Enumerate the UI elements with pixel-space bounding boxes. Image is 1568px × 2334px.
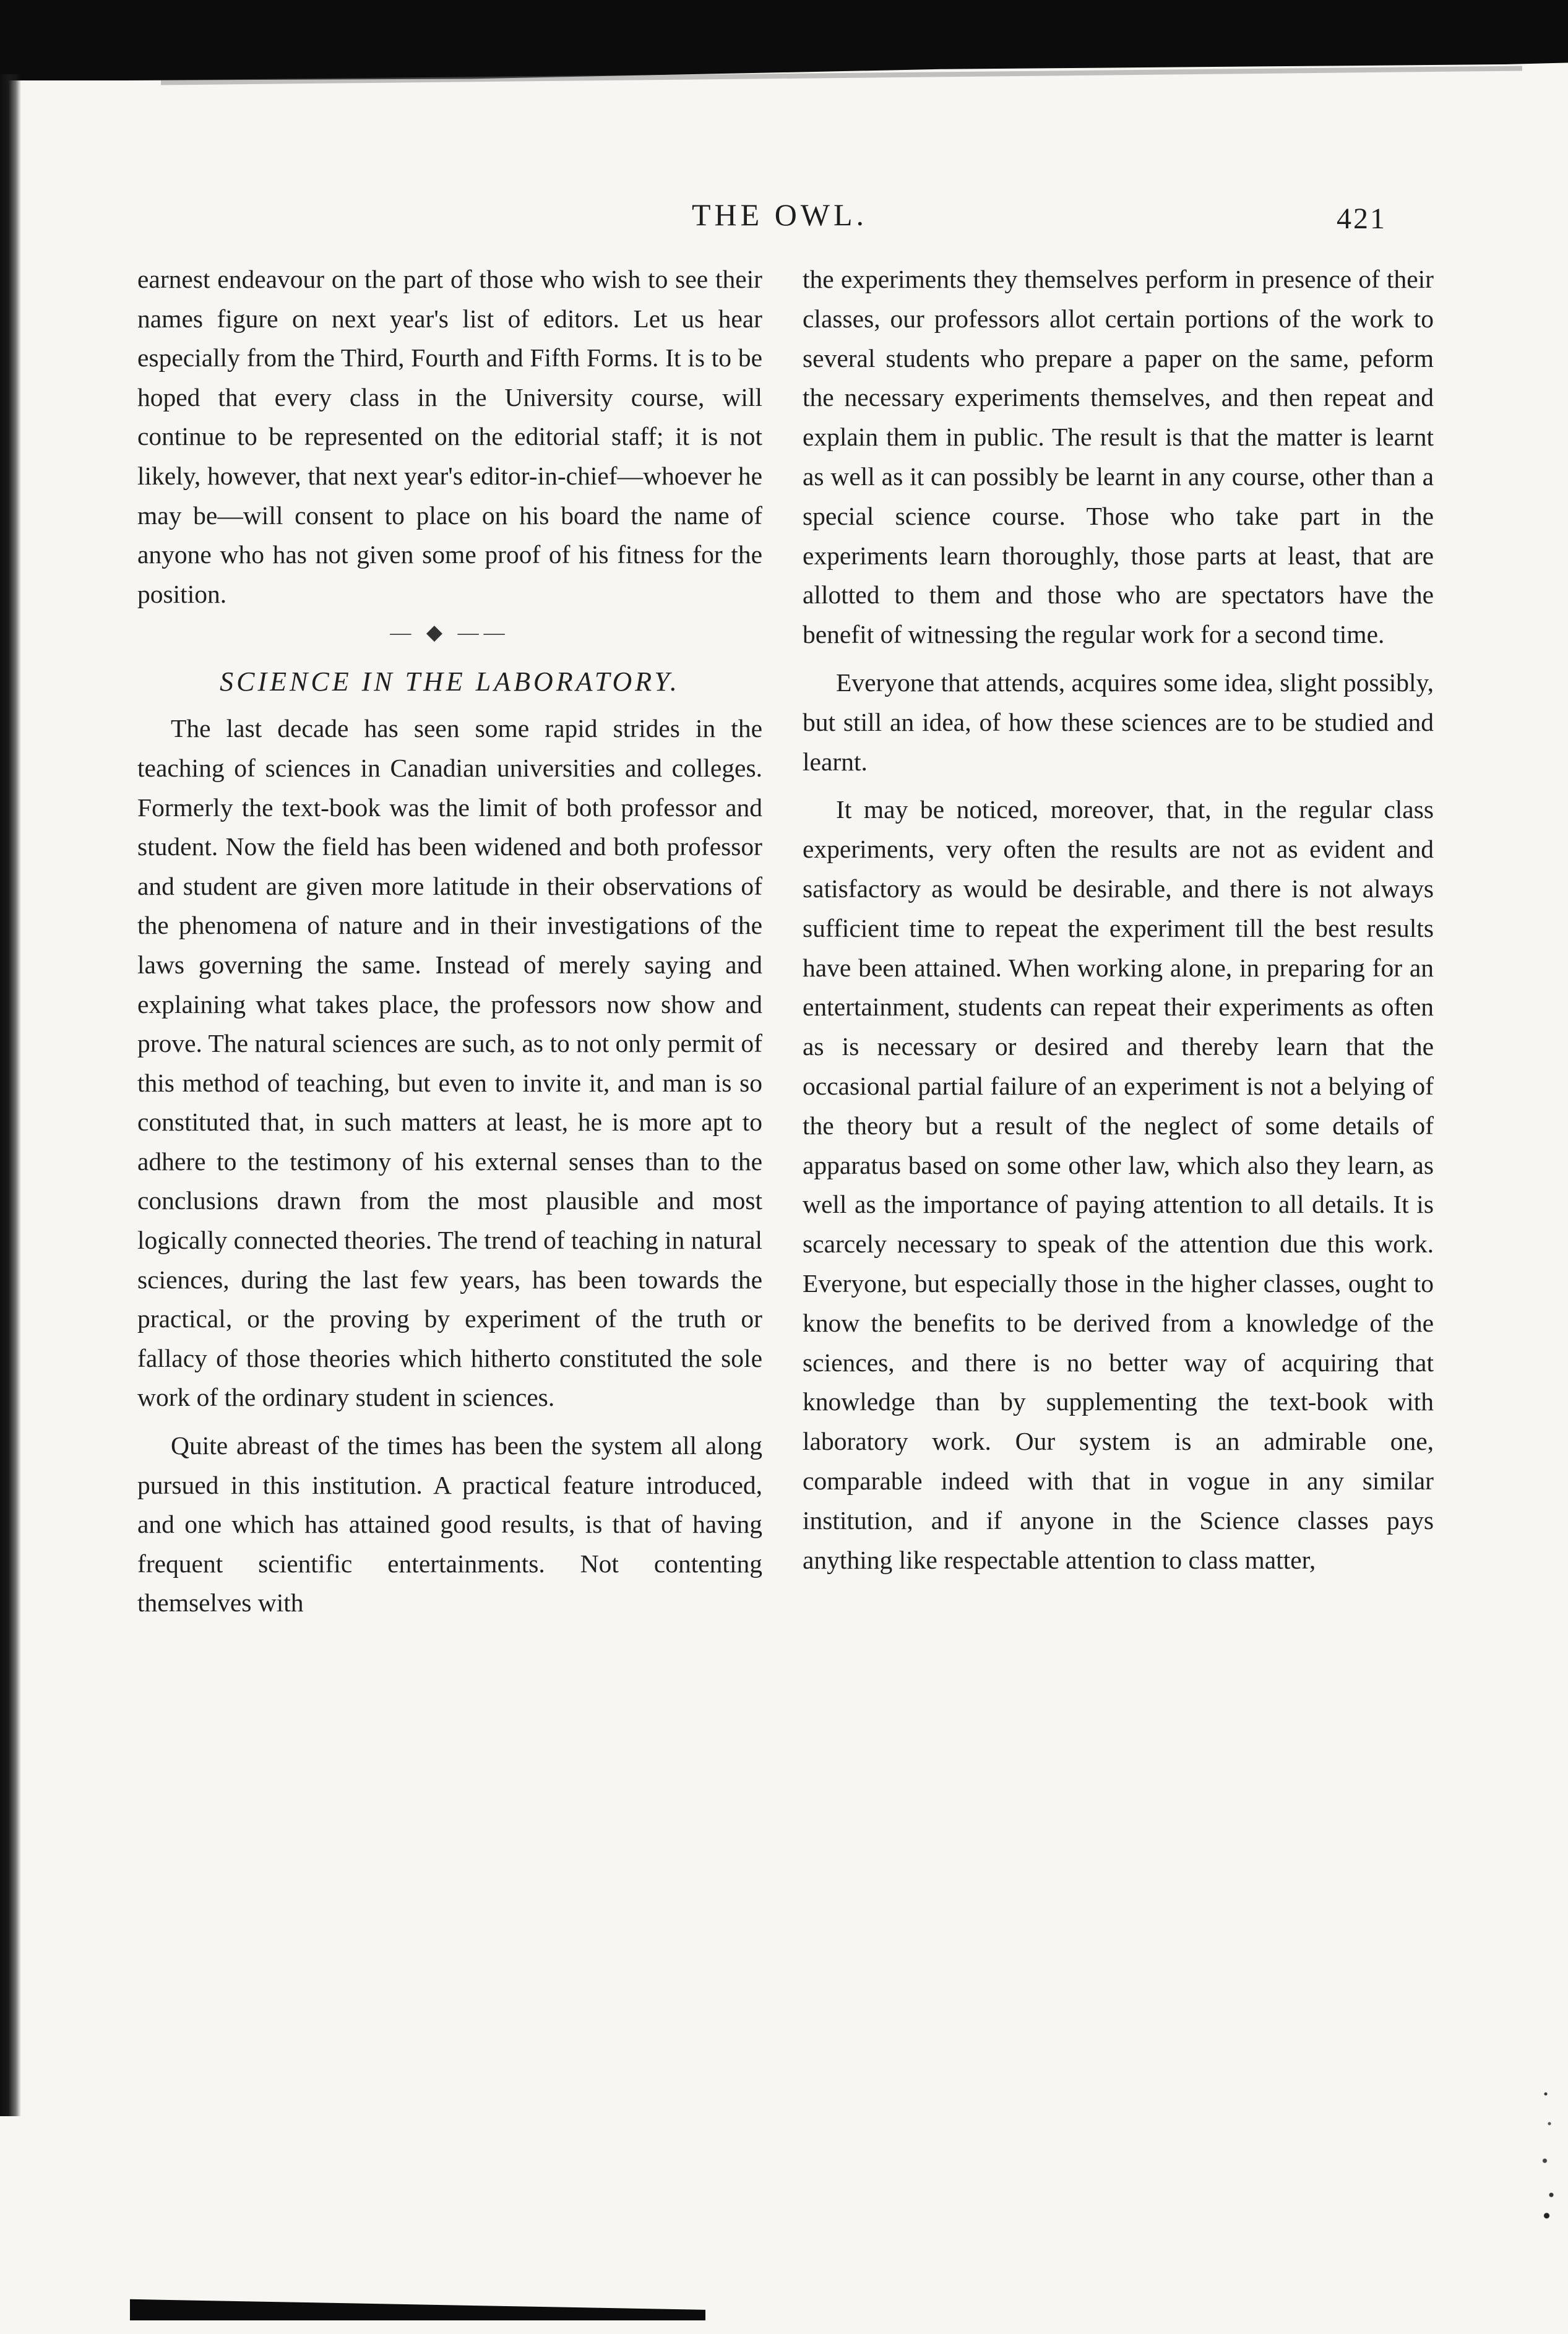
- running-title: THE OWL.: [692, 197, 868, 232]
- scan-specks: [1538, 2079, 1557, 2228]
- left-column: [137, 260, 762, 1632]
- scan-edge-bottom: [130, 2297, 705, 2320]
- section-divider: — ◆ ——: [390, 621, 510, 645]
- paragraph: earnest endeavour on the part of those who wish to see their names figure on next year's list of editors. Let us hear especially from the Third, Fourth and Fifth Forms. It is to be hoped that every class in the University course, will continue to be represented on the editorial staff; it is not likely, however, that next year's editor-in-chief—whoever he may be—will consent to place on his board the name of anyone who has not given some proof of his fitness for the position.: [137, 265, 762, 608]
- page-header: [0, 197, 1568, 246]
- paragraph: the experiments they themselves perform in presence of their classes, our professors allot certain portions of the work to several students who prepare a paper on the same, peform the necessary experiments themselves, and then repeat and explain them in public. The result is that the matter is learnt as well as it can possibly be learnt in any course, other than a special science course. Those who take part in the experiments learn thoroughly, those parts at least, that are allotted to them and those who are spectators have the benefit of witnessing the regular work for a second time.: [803, 265, 1434, 649]
- page-number: 421: [1337, 202, 1387, 235]
- paragraph: Quite abreast of the times has been the system all along pursued in this institution. A practical feature introduced, and one which has attained good results, is that of having frequent scientific entertainments. Not contenting themselves with: [137, 1431, 762, 1617]
- section-heading: SCIENCE IN THE LABORATORY.: [220, 666, 680, 697]
- paragraph: The last decade has seen some rapid strides in the teaching of sciences in Canadian universities and colleges. Formerly the text-book was the limit of both professor and student. Now the field has been widened and both professor and student are given more latitude in their observations of the phenomena of nature and in their investigations of the laws governing the same. Instead of merely saying and explaining what takes place, the professors now show and prove. The natural sciences are such, as to not only permit of this method of teaching, but even to invite it, and man is so constituted that, in such matters at least, he is more apt to adhere to the testimony of his external senses than to the conclusions drawn from the most plausible and most logically connected theories. The trend of teaching in natural sciences, during the last few years, has been towards the practical, or the proving by experiment of the truth or fallacy of those theories which hitherto constituted the sole work of the ordinary student in sciences.: [137, 714, 762, 1412]
- paragraph: It may be noticed, moreover, that, in the regular class experiments, very often the results are not as evident and satisfactory as would be desirable, and there is not always sufficient time to repeat the experiment till the best results have been attained. When working alone, in preparing for an entertainment, students can repeat their experiments as often as is necessary or desired and thereby learn that the occasional partial failure of an experiment is not a belying of the theory but a result of the neglect of some details of apparatus based on some other law, which also they learn, as well as the importance of paying attention to all details. It is scarcely necessary to speak of the attention due this work. Everyone, but especially those in the higher classes, ought to know the benefits to be derived from a knowledge of the sciences, and there is no better way of acquiring that knowledge than by supplementing the text-book with laboratory work. Our system is an admirable one, comparable indeed with that in vogue in any similar institution, and if anyone in the Science classes pays anything like respectable attention to class matter,: [803, 795, 1434, 1574]
- paragraph: Everyone that attends, acquires some idea, slight possibly, but still an idea, of how these sciences are to be studied and learnt.: [803, 668, 1434, 776]
- scan-edge-left: [0, 74, 21, 2116]
- right-column: [803, 260, 1434, 1588]
